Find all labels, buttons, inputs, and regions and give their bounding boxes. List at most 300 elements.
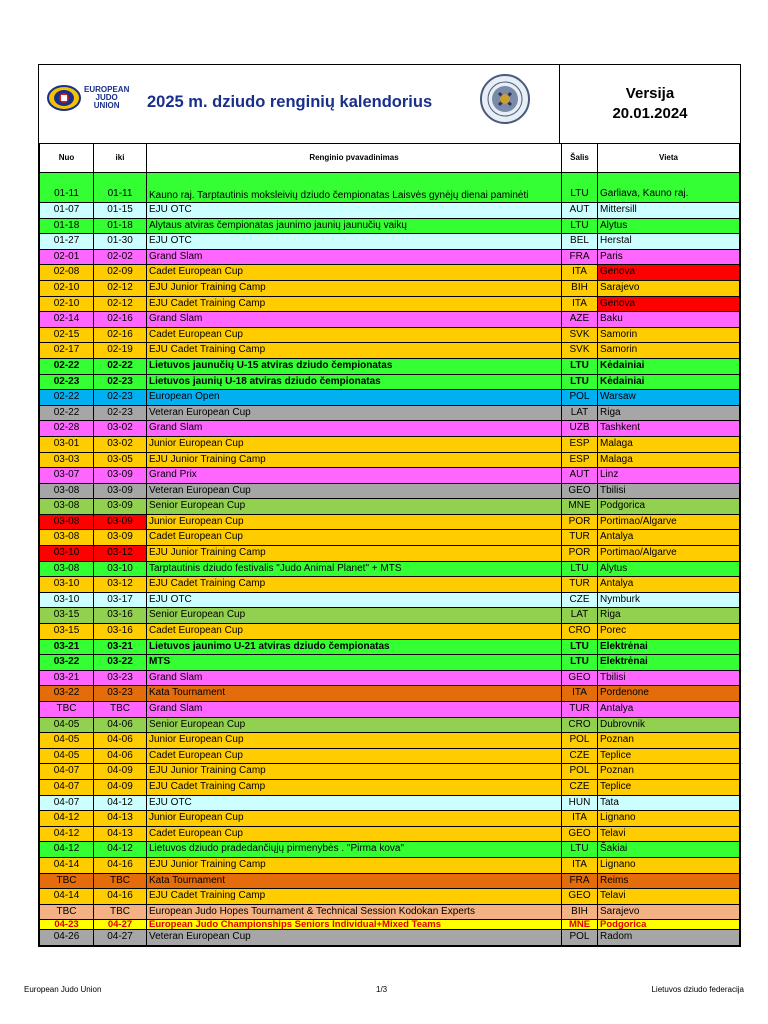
table-row	[40, 655, 740, 671]
date-from-cell: 03-08	[40, 561, 94, 577]
country-code-cell: LAT	[562, 608, 598, 624]
date-to-cell: 04-16	[94, 889, 147, 905]
date-from-cell: 02-10	[40, 296, 94, 312]
date-to-cell: 02-12	[94, 280, 147, 296]
country-code-cell: BEL	[562, 234, 598, 250]
table-row	[40, 265, 740, 281]
event-name-cell: EJU Cadet Training Camp	[147, 779, 562, 795]
date-from-cell: 03-08	[40, 483, 94, 499]
table-row	[40, 577, 740, 593]
date-from-cell: 03-21	[40, 670, 94, 686]
venue-cell: Warsaw	[598, 390, 740, 406]
country-code-cell: LAT	[562, 405, 598, 421]
table-header-row	[40, 144, 740, 173]
footer-page-number: 1/3	[376, 985, 388, 994]
venue-cell: Portimao/Algarve	[598, 514, 740, 530]
country-code-cell: ITA	[562, 811, 598, 827]
date-to-cell: 03-09	[94, 514, 147, 530]
table-row	[40, 764, 740, 780]
event-name-cell: Grand Slam	[147, 312, 562, 328]
table-row	[40, 546, 740, 562]
country-code-cell: TUR	[562, 530, 598, 546]
country-code-cell: AUT	[562, 468, 598, 484]
event-name-cell: Lietuvos jaunių U-18 atviras dziudo čempionatas	[147, 374, 562, 390]
venue-cell: Teplice	[598, 779, 740, 795]
date-to-cell: 04-16	[94, 857, 147, 873]
date-to-cell: 03-09	[94, 499, 147, 515]
event-name-cell: EJU OTC	[147, 234, 562, 250]
country-code-cell: LTU	[562, 173, 598, 203]
event-name-cell: EJU Cadet Training Camp	[147, 577, 562, 593]
event-name-cell: EJU OTC	[147, 795, 562, 811]
date-from-cell: 04-23	[40, 920, 94, 930]
venue-cell: Samorin	[598, 327, 740, 343]
table-row	[40, 920, 740, 930]
date-to-cell: 04-12	[94, 795, 147, 811]
date-from-cell: 02-23	[40, 374, 94, 390]
version-label: Versija	[625, 85, 675, 102]
date-from-cell: 01-07	[40, 203, 94, 219]
venue-cell: Poznan	[598, 733, 740, 749]
date-to-cell: TBC	[94, 702, 147, 718]
venue-cell: Podgorica	[598, 499, 740, 515]
table-row	[40, 499, 740, 515]
table-row	[40, 842, 740, 858]
country-code-cell: TUR	[562, 577, 598, 593]
venue-cell: Antalya	[598, 577, 740, 593]
event-name-cell: Kauno raj. Tarptautinis moksleivių dziudo čempionatas Laisvės gynėjų dienai paminėti	[147, 173, 562, 203]
date-to-cell: 03-12	[94, 577, 147, 593]
date-from-cell: 02-17	[40, 343, 94, 359]
event-name-cell: Lietuvos jaunučių U-15 atviras dziudo čempionatas	[147, 358, 562, 374]
table-row	[40, 889, 740, 905]
table-row	[40, 624, 740, 640]
date-from-cell: 03-10	[40, 546, 94, 562]
country-code-cell: GEO	[562, 826, 598, 842]
federation-seal-icon	[479, 73, 531, 125]
event-name-cell: Cadet European Cup	[147, 624, 562, 640]
date-to-cell: 02-23	[94, 374, 147, 390]
event-name-cell: Grand Prix	[147, 468, 562, 484]
event-name-cell: Lietuvos dziudo pradedančiųjų pirmenybės . "Pirma kova"	[147, 842, 562, 858]
venue-cell: Riga	[598, 608, 740, 624]
venue-cell: Genova	[598, 265, 740, 281]
eju-logo-text: EUROPEAN JUDO UNION	[84, 85, 130, 110]
date-to-cell: 03-22	[94, 655, 147, 671]
country-code-cell: BIH	[562, 904, 598, 920]
table-row	[40, 811, 740, 827]
event-name-cell: Lietuvos jaunimo U-21 atviras dziudo čempionatas	[147, 639, 562, 655]
venue-cell: Pordenone	[598, 686, 740, 702]
date-from-cell: 04-05	[40, 733, 94, 749]
date-to-cell: 03-21	[94, 639, 147, 655]
column-header-from: Nuo	[40, 144, 94, 173]
date-from-cell: 02-10	[40, 280, 94, 296]
venue-cell: Sarajevo	[598, 904, 740, 920]
venue-cell: Elektrėnai	[598, 639, 740, 655]
table-row	[40, 857, 740, 873]
date-to-cell: 04-13	[94, 811, 147, 827]
table-row	[40, 218, 740, 234]
date-from-cell: 03-10	[40, 592, 94, 608]
country-code-cell: ITA	[562, 296, 598, 312]
eju-emblem-icon	[47, 85, 81, 111]
country-code-cell: LTU	[562, 374, 598, 390]
venue-cell: Linz	[598, 468, 740, 484]
event-name-cell: Cadet European Cup	[147, 748, 562, 764]
date-from-cell: 04-05	[40, 717, 94, 733]
event-name-cell: Kata Tournament	[147, 686, 562, 702]
table-row	[40, 826, 740, 842]
table-row	[40, 592, 740, 608]
event-name-cell: Senior European Cup	[147, 608, 562, 624]
date-from-cell: TBC	[40, 904, 94, 920]
table-row	[40, 530, 740, 546]
country-code-cell: LTU	[562, 842, 598, 858]
event-name-cell: EJU Junior Training Camp	[147, 857, 562, 873]
date-from-cell: 04-12	[40, 842, 94, 858]
date-to-cell: 03-12	[94, 546, 147, 562]
country-code-cell: ITA	[562, 265, 598, 281]
date-from-cell: 03-22	[40, 686, 94, 702]
venue-cell: Radom	[598, 930, 740, 946]
date-from-cell: 02-22	[40, 390, 94, 406]
date-to-cell: 04-12	[94, 842, 147, 858]
venue-cell: Tbilisi	[598, 670, 740, 686]
date-to-cell: TBC	[94, 873, 147, 889]
event-name-cell: EJU Junior Training Camp	[147, 452, 562, 468]
country-code-cell: ESP	[562, 436, 598, 452]
date-from-cell: 04-07	[40, 795, 94, 811]
country-code-cell: POR	[562, 514, 598, 530]
date-to-cell: 04-13	[94, 826, 147, 842]
table-row	[40, 280, 740, 296]
date-to-cell: 03-23	[94, 670, 147, 686]
table-row	[40, 452, 740, 468]
venue-cell: Malaga	[598, 452, 740, 468]
date-from-cell: 04-14	[40, 857, 94, 873]
date-to-cell: 02-16	[94, 312, 147, 328]
footer-right: Lietuvos dziudo federacija	[651, 985, 744, 994]
date-from-cell: 03-15	[40, 624, 94, 640]
venue-cell: Garliava, Kauno raj.	[598, 173, 740, 203]
venue-cell: Teplice	[598, 748, 740, 764]
venue-cell: Lignano	[598, 857, 740, 873]
table-row	[40, 561, 740, 577]
table-row	[40, 468, 740, 484]
date-to-cell: 01-30	[94, 234, 147, 250]
venue-cell: Podgorica	[598, 920, 740, 930]
venue-cell: Nymburk	[598, 592, 740, 608]
date-to-cell: 04-27	[94, 930, 147, 946]
event-name-cell: EJU Cadet Training Camp	[147, 296, 562, 312]
country-code-cell: POL	[562, 390, 598, 406]
date-to-cell: 01-18	[94, 218, 147, 234]
venue-cell: Tashkent	[598, 421, 740, 437]
date-to-cell: 02-09	[94, 265, 147, 281]
venue-cell: Baku	[598, 312, 740, 328]
date-from-cell: 01-11	[40, 173, 94, 203]
event-name-cell: Cadet European Cup	[147, 826, 562, 842]
country-code-cell: CZE	[562, 779, 598, 795]
date-from-cell: 03-08	[40, 530, 94, 546]
date-from-cell: 04-12	[40, 826, 94, 842]
date-from-cell: 03-08	[40, 514, 94, 530]
table-row	[40, 748, 740, 764]
events-table	[39, 144, 740, 946]
date-to-cell: 01-11	[94, 173, 147, 203]
table-row	[40, 327, 740, 343]
country-code-cell: LTU	[562, 358, 598, 374]
date-from-cell: TBC	[40, 702, 94, 718]
country-code-cell: GEO	[562, 483, 598, 499]
venue-cell: Antalya	[598, 530, 740, 546]
date-to-cell: 03-02	[94, 436, 147, 452]
date-to-cell: 03-16	[94, 624, 147, 640]
date-from-cell: 01-18	[40, 218, 94, 234]
date-to-cell: 01-15	[94, 203, 147, 219]
date-from-cell: 02-15	[40, 327, 94, 343]
date-to-cell: 04-06	[94, 733, 147, 749]
event-name-cell: European Judo Hopes Tournament & Technical Session Kodokan Experts	[147, 904, 562, 920]
country-code-cell: SVK	[562, 327, 598, 343]
date-to-cell: 02-02	[94, 249, 147, 265]
column-header-country: Šalis	[562, 144, 598, 173]
table-row	[40, 234, 740, 250]
venue-cell: Mittersill	[598, 203, 740, 219]
country-code-cell: POL	[562, 764, 598, 780]
table-row	[40, 779, 740, 795]
date-to-cell: 03-05	[94, 452, 147, 468]
date-to-cell: 04-06	[94, 748, 147, 764]
event-name-cell: Grand Slam	[147, 249, 562, 265]
date-to-cell: 03-23	[94, 686, 147, 702]
date-to-cell: 03-17	[94, 592, 147, 608]
table-row	[40, 374, 740, 390]
event-name-cell: Kata Tournament	[147, 873, 562, 889]
table-row	[40, 608, 740, 624]
event-name-cell: Grand Slam	[147, 421, 562, 437]
date-from-cell: 03-10	[40, 577, 94, 593]
table-row	[40, 405, 740, 421]
venue-cell: Porec	[598, 624, 740, 640]
event-name-cell: Junior European Cup	[147, 733, 562, 749]
table-row	[40, 873, 740, 889]
date-from-cell: 01-27	[40, 234, 94, 250]
table-row	[40, 312, 740, 328]
event-name-cell: EJU OTC	[147, 592, 562, 608]
date-from-cell: 03-03	[40, 452, 94, 468]
country-code-cell: SVK	[562, 343, 598, 359]
venue-cell: Tata	[598, 795, 740, 811]
event-name-cell: MTS	[147, 655, 562, 671]
header-title-area	[39, 65, 560, 143]
date-from-cell: 04-14	[40, 889, 94, 905]
venue-cell: Alytus	[598, 561, 740, 577]
event-name-cell: EJU Cadet Training Camp	[147, 343, 562, 359]
event-name-cell: Junior European Cup	[147, 436, 562, 452]
event-name-cell: Alytaus atviras čempionatas jaunimo jaunių jaunučių vaikų	[147, 218, 562, 234]
date-to-cell: 03-09	[94, 483, 147, 499]
country-code-cell: CZE	[562, 592, 598, 608]
country-code-cell: BIH	[562, 280, 598, 296]
date-to-cell: 02-19	[94, 343, 147, 359]
table-row	[40, 343, 740, 359]
table-row	[40, 296, 740, 312]
table-row	[40, 421, 740, 437]
country-code-cell: LTU	[562, 655, 598, 671]
event-name-cell: Senior European Cup	[147, 717, 562, 733]
country-code-cell: FRA	[562, 873, 598, 889]
venue-cell: Sarajevo	[598, 280, 740, 296]
date-to-cell: 04-09	[94, 764, 147, 780]
event-name-cell: EJU Junior Training Camp	[147, 280, 562, 296]
venue-cell: Portimao/Algarve	[598, 546, 740, 562]
venue-cell: Šakiai	[598, 842, 740, 858]
date-to-cell: 02-22	[94, 358, 147, 374]
venue-cell: Kėdainiai	[598, 358, 740, 374]
event-name-cell: Senior European Cup	[147, 499, 562, 515]
events-table-body	[40, 173, 740, 946]
table-row	[40, 930, 740, 946]
date-from-cell: 04-07	[40, 779, 94, 795]
venue-cell: Antalya	[598, 702, 740, 718]
country-code-cell: CZE	[562, 748, 598, 764]
table-row	[40, 173, 740, 203]
date-to-cell: 03-02	[94, 421, 147, 437]
country-code-cell: CRO	[562, 717, 598, 733]
country-code-cell: POL	[562, 930, 598, 946]
venue-cell: Tbilisi	[598, 483, 740, 499]
country-code-cell: POL	[562, 733, 598, 749]
date-from-cell: 03-21	[40, 639, 94, 655]
header	[39, 65, 740, 144]
country-code-cell: MNE	[562, 920, 598, 930]
page-title: 2025 m. dziudo renginių kalendorius	[147, 93, 433, 111]
event-name-cell: European Judo Championships Seniors Individual+Mixed Teams	[147, 920, 562, 930]
date-from-cell: 04-12	[40, 811, 94, 827]
column-header-to: iki	[94, 144, 147, 173]
venue-cell: Poznan	[598, 764, 740, 780]
venue-cell: Lignano	[598, 811, 740, 827]
table-row	[40, 686, 740, 702]
venue-cell: Herstal	[598, 234, 740, 250]
event-name-cell: EJU Cadet Training Camp	[147, 889, 562, 905]
country-code-cell: HUN	[562, 795, 598, 811]
event-name-cell: Cadet European Cup	[147, 530, 562, 546]
venue-cell: Riga	[598, 405, 740, 421]
date-from-cell: 03-01	[40, 436, 94, 452]
event-name-cell: Veteran European Cup	[147, 483, 562, 499]
date-from-cell: 04-05	[40, 748, 94, 764]
venue-cell: Elektrėnai	[598, 655, 740, 671]
venue-cell: Samorin	[598, 343, 740, 359]
eju-logo	[47, 85, 129, 111]
table-row	[40, 436, 740, 452]
event-name-cell: Tarptautinis dziudo festivalis "Judo Animal Planet" + MTS	[147, 561, 562, 577]
country-code-cell: FRA	[562, 249, 598, 265]
country-code-cell: GEO	[562, 889, 598, 905]
event-name-cell: Cadet European Cup	[147, 265, 562, 281]
table-row	[40, 904, 740, 920]
date-to-cell: 02-12	[94, 296, 147, 312]
country-code-cell: ESP	[562, 452, 598, 468]
venue-cell: Kėdainiai	[598, 374, 740, 390]
country-code-cell: UZB	[562, 421, 598, 437]
date-from-cell: 02-01	[40, 249, 94, 265]
event-name-cell: Junior European Cup	[147, 811, 562, 827]
version-box	[560, 65, 740, 143]
table-row	[40, 249, 740, 265]
venue-cell: Malaga	[598, 436, 740, 452]
event-name-cell: Cadet European Cup	[147, 327, 562, 343]
table-row	[40, 717, 740, 733]
column-header-event: Renginio pvavadinimas	[147, 144, 562, 173]
date-to-cell: 03-09	[94, 468, 147, 484]
table-row	[40, 514, 740, 530]
date-to-cell: 02-23	[94, 405, 147, 421]
event-name-cell: Junior European Cup	[147, 514, 562, 530]
country-code-cell: GEO	[562, 670, 598, 686]
date-to-cell: 02-16	[94, 327, 147, 343]
event-name-cell: Grand Slam	[147, 670, 562, 686]
venue-cell: Reims	[598, 873, 740, 889]
venue-cell: Genova	[598, 296, 740, 312]
table-row	[40, 203, 740, 219]
date-to-cell: 04-09	[94, 779, 147, 795]
venue-cell: Alytus	[598, 218, 740, 234]
event-name-cell: European Open	[147, 390, 562, 406]
calendar-sheet	[38, 64, 741, 947]
country-code-cell: AUT	[562, 203, 598, 219]
date-from-cell: 02-22	[40, 405, 94, 421]
country-code-cell: POR	[562, 546, 598, 562]
event-name-cell: EJU Junior Training Camp	[147, 546, 562, 562]
country-code-cell: LTU	[562, 639, 598, 655]
table-row	[40, 390, 740, 406]
table-row	[40, 483, 740, 499]
event-name-cell: Grand Slam	[147, 702, 562, 718]
date-from-cell: 03-07	[40, 468, 94, 484]
date-from-cell: 02-14	[40, 312, 94, 328]
date-from-cell: 02-22	[40, 358, 94, 374]
date-to-cell: 02-23	[94, 390, 147, 406]
country-code-cell: AZE	[562, 312, 598, 328]
event-name-cell: Veteran European Cup	[147, 405, 562, 421]
date-from-cell: 03-08	[40, 499, 94, 515]
date-to-cell: 03-09	[94, 530, 147, 546]
footer-left: European Judo Union	[24, 985, 102, 994]
table-row	[40, 639, 740, 655]
table-row	[40, 733, 740, 749]
table-row	[40, 670, 740, 686]
event-name-cell: EJU Junior Training Camp	[147, 764, 562, 780]
date-from-cell: 03-22	[40, 655, 94, 671]
date-from-cell: 02-28	[40, 421, 94, 437]
country-code-cell: MNE	[562, 499, 598, 515]
date-from-cell: 04-07	[40, 764, 94, 780]
venue-cell: Telavi	[598, 826, 740, 842]
date-to-cell: 03-10	[94, 561, 147, 577]
date-from-cell: 04-26	[40, 930, 94, 946]
date-to-cell: TBC	[94, 904, 147, 920]
date-to-cell: 04-27	[94, 920, 147, 930]
country-code-cell: ITA	[562, 686, 598, 702]
venue-cell: Telavi	[598, 889, 740, 905]
country-code-cell: ITA	[562, 857, 598, 873]
column-header-place: Vieta	[598, 144, 740, 173]
venue-cell: Paris	[598, 249, 740, 265]
